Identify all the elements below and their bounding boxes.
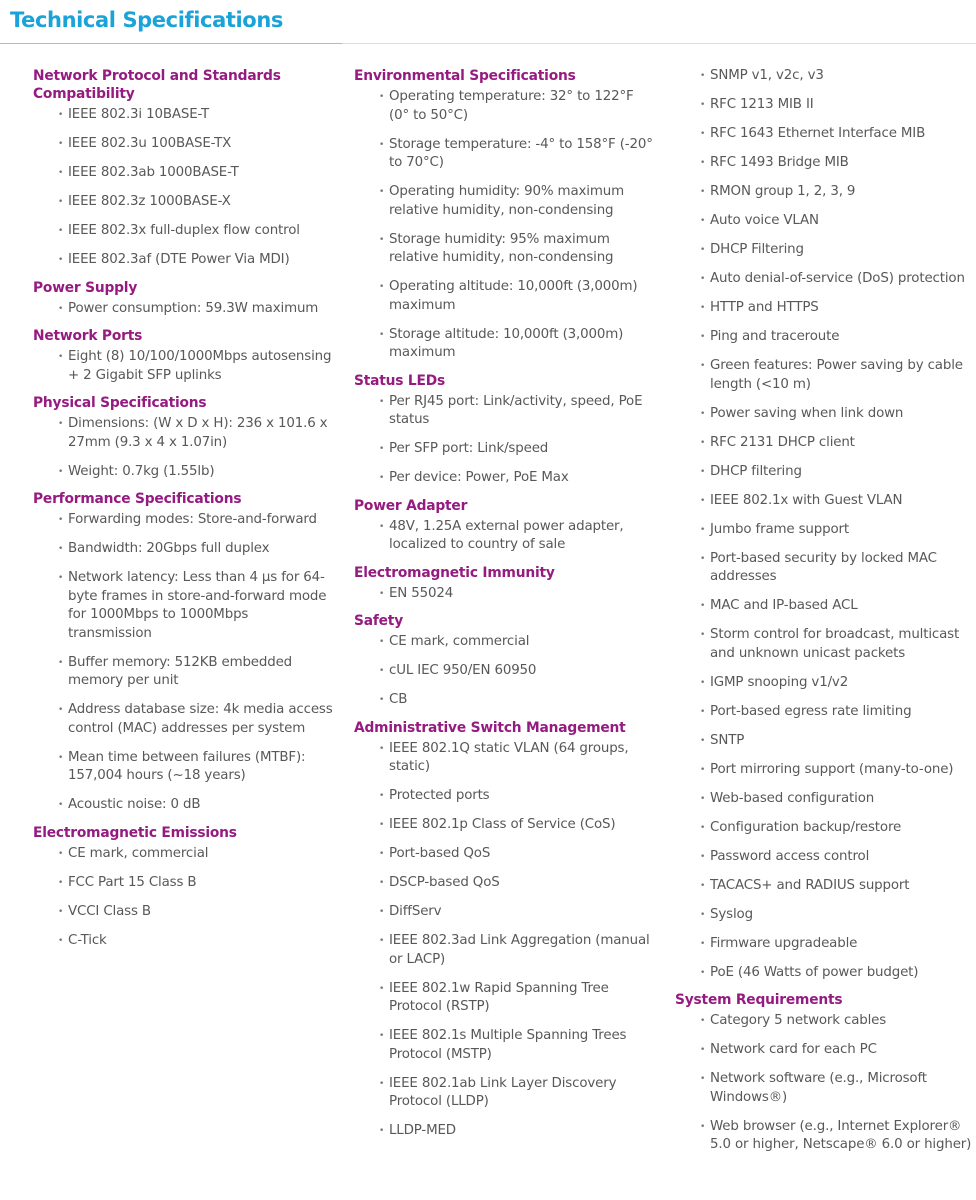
spec-section-performance-specifications	[33, 490, 333, 815]
spec-item: • IEEE 802.3x full-duplex flow control	[33, 222, 333, 241]
spec-list	[33, 300, 333, 319]
spec-item: • Weight: 0.7kg (1.55lb)	[33, 463, 333, 482]
spec-item: • Port-based security by locked MAC addresses	[675, 550, 975, 587]
spec-section-system-requirements	[675, 991, 975, 1155]
spec-item: • IEEE 802.1p Class of Service (CoS)	[354, 816, 654, 835]
spec-list	[33, 845, 333, 951]
spec-item: • Password access control	[675, 848, 975, 867]
spec-item: • Web-based configuration	[675, 790, 975, 809]
spec-item: • IEEE 802.1ab Link Layer Discovery Protocol (LLDP)	[354, 1075, 654, 1112]
spec-list	[354, 518, 654, 555]
spec-item: • Network card for each PC	[675, 1041, 975, 1060]
spec-item: • IEEE 802.3af (DTE Power Via MDI)	[33, 251, 333, 270]
spec-item: • PoE (46 Watts of power budget)	[675, 964, 975, 983]
spec-list	[33, 511, 333, 815]
spec-item: • DHCP Filtering	[675, 241, 975, 260]
spec-item: • VCCI Class B	[33, 903, 333, 922]
spec-section-status-leds	[354, 372, 654, 488]
spec-item: • CE mark, commercial	[354, 633, 654, 652]
spec-item: • Category 5 network cables	[675, 1012, 975, 1031]
spec-list	[33, 106, 333, 270]
spec-section-power-adapter	[354, 497, 654, 555]
section-heading: Electromagnetic Immunity	[354, 564, 555, 581]
spec-item: • Forwarding modes: Store-and-forward	[33, 511, 333, 530]
title-divider	[0, 43, 342, 44]
spec-item: • Mean time between failures (MTBF): 157,004 hours (~18 years)	[33, 749, 333, 786]
spec-item: • Per SFP port: Link/speed	[354, 440, 654, 459]
spec-item: • SNMP v1, v2c, v3	[675, 67, 975, 86]
spec-item: • Green features: Power saving by cable length (<10 m)	[675, 357, 975, 394]
spec-item: • Eight (8) 10/100/1000Mbps autosensing + 2 Gigabit SFP uplinks	[33, 348, 333, 385]
section-heading: Safety	[354, 613, 403, 629]
spec-list	[675, 67, 975, 982]
spec-section-continued	[675, 67, 975, 982]
spec-item: • MAC and IP-based ACL	[675, 597, 975, 616]
spec-list	[675, 1012, 975, 1155]
spec-list	[33, 415, 333, 481]
section-heading: Network Ports	[33, 328, 143, 344]
section-heading: Environmental Specifications	[354, 68, 576, 84]
spec-list	[33, 348, 333, 385]
section-heading: Status LEDs	[354, 372, 445, 389]
spec-item: • SNTP	[675, 732, 975, 751]
spec-item: • CE mark, commercial	[33, 845, 333, 864]
spec-item: • RFC 1643 Ethernet Interface MIB	[675, 125, 975, 144]
spec-section-physical-specifications	[33, 394, 333, 481]
section-heading: Power Adapter	[354, 497, 468, 514]
spec-item: • Syslog	[675, 906, 975, 925]
spec-item: • Port-based QoS	[354, 845, 654, 864]
spec-item: • IEEE 802.3ab 1000BASE-T	[33, 164, 333, 183]
section-heading: Network Protocol and Standards Compatibility	[33, 68, 281, 102]
spec-item: • TACACS+ and RADIUS support	[675, 877, 975, 896]
section-heading: Electromagnetic Emissions	[33, 824, 237, 841]
spec-item: • EN 55024	[354, 585, 654, 604]
spec-item: • Port-based egress rate limiting	[675, 703, 975, 722]
spec-item: • Port mirroring support (many-to-one)	[675, 761, 975, 780]
spec-section-network-protocol-and-standards-compatibility	[33, 67, 333, 270]
spec-section-administrative-switch-management	[354, 719, 654, 1141]
spec-item: • CB	[354, 691, 654, 710]
spec-item: • cUL IEC 950/EN 60950	[354, 662, 654, 681]
spec-item: • IEEE 802.3z 1000BASE-X	[33, 193, 333, 212]
spec-item: • DHCP filtering	[675, 463, 975, 482]
spec-item: • C-Tick	[33, 932, 333, 951]
spec-item: • DSCP-based QoS	[354, 874, 654, 893]
spec-item: • Network latency: Less than 4 µs for 64-byte frames in store-and-forward mode for 1000Mbps to 1000Mbps transmission	[33, 569, 333, 643]
spec-section-electromagnetic-emissions	[33, 824, 333, 951]
spec-list	[354, 633, 654, 710]
spec-item: • IGMP snooping v1/v2	[675, 674, 975, 693]
spec-item: • IEEE 802.1w Rapid Spanning Tree Protocol (RSTP)	[354, 980, 654, 1017]
spec-item: • Web browser (e.g., Internet Explorer® 5.0 or higher, Netscape® 6.0 or higher)	[675, 1118, 975, 1155]
spec-item: • Firmware upgradeable	[675, 935, 975, 954]
spec-item: • IEEE 802.3i 10BASE-T	[33, 106, 333, 125]
spec-item: • Auto voice VLAN	[675, 212, 975, 231]
spec-item: • IEEE 802.3ad Link Aggregation (manual or LACP)	[354, 932, 654, 969]
title-divider-light	[342, 43, 976, 44]
spec-section-environmental-specifications	[354, 67, 654, 363]
spec-item: • Auto denial-of-service (DoS) protection	[675, 270, 975, 289]
spec-column-2	[354, 67, 654, 1141]
spec-item: • Dimensions: (W x D x H): 236 x 101.6 x 27mm (9.3 x 4 x 1.07in)	[33, 415, 333, 452]
spec-section-electromagnetic-immunity	[354, 564, 654, 604]
spec-section-power-supply	[33, 279, 333, 319]
spec-item: • Configuration backup/restore	[675, 819, 975, 838]
spec-item: • Buffer memory: 512KB embedded memory per unit	[33, 654, 333, 691]
spec-item: • Acoustic noise: 0 dB	[33, 796, 333, 815]
spec-item: • Network software (e.g., Microsoft Windows®)	[675, 1070, 975, 1107]
spec-item: • Jumbo frame support	[675, 521, 975, 540]
spec-item: • 48V, 1.25A external power adapter, localized to country of sale	[354, 518, 654, 555]
spec-item: • Power consumption: 59.3W maximum	[33, 300, 333, 319]
spec-list	[354, 585, 654, 604]
spec-item: • IEEE 802.1Q static VLAN (64 groups, static)	[354, 740, 654, 777]
spec-item: • Storage temperature: -4° to 158°F (-20° to 70°C)	[354, 136, 654, 173]
spec-item: • FCC Part 15 Class B	[33, 874, 333, 893]
spec-item: • IEEE 802.1x with Guest VLAN	[675, 492, 975, 511]
section-heading: Physical Specifications	[33, 395, 207, 411]
spec-item: • RMON group 1, 2, 3, 9	[675, 183, 975, 202]
section-heading: Power Supply	[33, 279, 138, 296]
spec-section-safety	[354, 612, 654, 710]
spec-item: • IEEE 802.1s Multiple Spanning Trees Protocol (MSTP)	[354, 1027, 654, 1064]
section-heading: Administrative Switch Management	[354, 719, 626, 736]
spec-section-network-ports	[33, 327, 333, 385]
spec-item: • RFC 1213 MIB II	[675, 96, 975, 115]
spec-list	[354, 740, 654, 1141]
spec-item: • DiffServ	[354, 903, 654, 922]
section-heading: System Requirements	[675, 992, 843, 1008]
spec-column-3	[675, 67, 975, 1155]
section-heading: Performance Specifications	[33, 491, 242, 507]
spec-item: • RFC 1493 Bridge MIB	[675, 154, 975, 173]
spec-item: • Bandwidth: 20Gbps full duplex	[33, 540, 333, 559]
spec-item: • HTTP and HTTPS	[675, 299, 975, 318]
spec-item: • LLDP-MED	[354, 1122, 654, 1141]
spec-column-1	[33, 67, 333, 950]
spec-item: • Storm control for broadcast, multicast and unknown unicast packets	[675, 626, 975, 663]
spec-item: • Operating altitude: 10,000ft (3,000m) maximum	[354, 278, 654, 315]
spec-list	[354, 88, 654, 363]
spec-item: • Storage humidity: 95% maximum relative humidity, non-condensing	[354, 231, 654, 268]
spec-item: • Per device: Power, PoE Max	[354, 469, 654, 488]
spec-item: • Operating temperature: 32° to 122°F (0° to 50°C)	[354, 88, 654, 125]
spec-item: • IEEE 802.3u 100BASE-TX	[33, 135, 333, 154]
spec-item: • Storage altitude: 10,000ft (3,000m) maximum	[354, 326, 654, 363]
spec-item: • Operating humidity: 90% maximum relative humidity, non-condensing	[354, 183, 654, 220]
spec-item: • Ping and traceroute	[675, 328, 975, 347]
spec-item: • Power saving when link down	[675, 405, 975, 424]
spec-item: • Address database size: 4k media access control (MAC) addresses per system	[33, 701, 333, 738]
spec-item: • Per RJ45 port: Link/activity, speed, PoE status	[354, 393, 654, 430]
spec-item: • RFC 2131 DHCP client	[675, 434, 975, 453]
spec-list	[354, 393, 654, 488]
page-title: Technical Specifications	[10, 8, 283, 32]
spec-item: • Protected ports	[354, 787, 654, 806]
